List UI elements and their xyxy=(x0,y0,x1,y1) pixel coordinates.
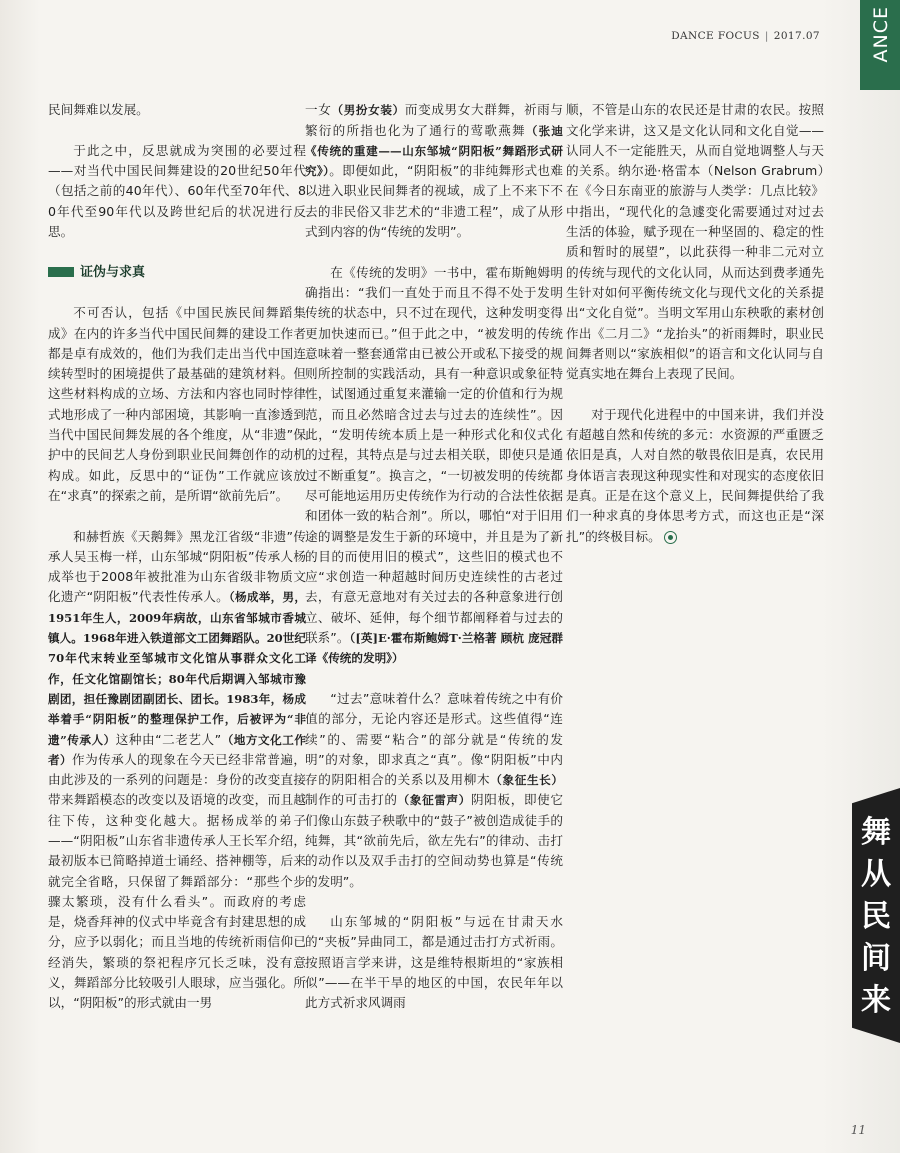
column-banner-title: 舞从民间来 xyxy=(861,815,891,1018)
paragraph: 山东邹城的“阴阳板”与远在甘肃天水的“夹板”异曲同工，都是通过击打方式祈雨。按照语言学来讲，这是维特根斯坦的“家族相似”——在半干旱的地区的中国，农民年年以此方式祈求风调雨 xyxy=(305,914,563,1011)
paragraph-text: 。即便如此，“阴阳板”的非纯舞形式也难以进入职业民间舞者的视域，成了上不来下不去的非民俗又非艺术的“非遗工程”，成了从形式到内容的伪“传统的发明”。 xyxy=(305,163,563,240)
text-column-3 xyxy=(566,80,824,567)
paragraph-text: “过去”意味着什么？意味着传统之中有价值的部分，无论内容还是形式。这些值得“连续”的、需要“粘合”的部分就是“传统的发明”的对象，即求真之“真”。像“阴阳板”中内存的阴阳相合的关系以及用柳木 xyxy=(305,690,563,788)
section-side-tab-label: ANCE xyxy=(870,6,892,63)
paragraph-text: 和赫哲族《天鹅舞》黑龙江省级“非遗”传承人吴玉梅一样，山东邹城“阴阳板”传承人杨成举也于2008年被批准为山东省级非物质文化遗产“阴阳板”代表性传承人。 xyxy=(48,528,306,605)
paragraph: 顺，不管是山东的农民还是甘肃的农民。按照文化学来讲，这又是文化认同和文化自觉——认同人不一定能胜天，从而自觉地调整人与天的关系。纳尔逊·格雷本（Nelson Grabrum）在《今日东南亚的旅游与人类学：几点比较》中指出，“现代化的急遽变化需要通过对过去生活的体验，赋予现在一种坚固的、稳定的性质和暂时的展望”，以此获得一种非二元对立的传统与现代的文化认同，从而达到费孝通先生针对如何平衡传统文化与现代文化的关系提出“文化自觉”。当明文军用山东秧歌的素材创作出《二月二》“龙抬头”的祈雨舞时，职业民间舞者则以“家族相似”的语言和文化认同与自觉真实地在舞台上表现了民间。 xyxy=(566,102,824,382)
magazine-name: DANCE FOCUS xyxy=(671,30,760,42)
paragraph-text: 这种由“二老艺人” xyxy=(115,731,222,747)
parenthetical-note: （地方文化工作者） xyxy=(48,732,306,767)
paragraph-text: 制作的可击打的 xyxy=(305,792,398,808)
page-number: 11 xyxy=(850,1123,866,1137)
section-heading xyxy=(48,263,306,283)
parenthetical-note: （象征生长） xyxy=(490,773,563,788)
article-end-icon xyxy=(664,531,677,544)
section-marker-icon xyxy=(48,267,74,277)
paragraph-text: 对于现代化进程中的中国来讲，我们并没有超越自然和传统的多元：水资源的严重匮乏依旧是真，人对自然的敬畏依旧是真，农民用身体语言表现这种现实性和对现实的态度依旧是真。正是在这个意义上，民间舞提供给了我们一种求真的身体思考方式，而这也正是“深扎”的终极目标。 xyxy=(566,406,824,544)
paragraph-text: 阴阳板，即使它们像山东鼓子秧歌中的“鼓子”被创造成徒手的纯舞，其“欲前先后，欲左先右”的律动、击打的动作以及双手击打的空间动势也算是“传统的发明”。 xyxy=(305,792,563,889)
citation-note: （[英]E·霍布斯鲍姆T·兰格著 顾杭 庞冠群译《传统的发明》） xyxy=(305,631,563,666)
text-column-1 xyxy=(48,80,306,1034)
header-separator: | xyxy=(764,30,769,42)
issue-date: 2017.07 xyxy=(773,30,820,42)
paragraph-text: 在《传统的发明》一书中，霍布斯鲍姆明确指出：“我们一直处于而且不得不处于发明传统的状态中，只不过在现代，这种发明变得更加快速而已。”但于此之中，“被发明的传统意味着一整套通常由已被公开或私下接受的规则所控制的实践活动，具有一种意识或象征特性，试图通过重复来灌输一定的价值和行为规范，而且必然暗含过去与过去的连续性”。因此，“发明传统本质上是一种形式化和仪式化的过程，其特点是与过去相关联，即使只是通过不断重复”。换言之，“一切被发明的传统都尽可能地运用历史传统作为行动的合法性依据和团体一致的粘合剂”。所以，哪怕“对于旧用途的调整是发生于新的环境中，并且是为了新的目的而使用旧的模式”，这些旧的模式也不应“求创造一种超越时间历史连续性的古老过去，有意无意地对有关过去的各种意象进行创立、破坏、延伸，每个细节都阐释着与过去的联系”。 xyxy=(305,264,563,646)
paragraph-text: 而变成男女大群舞，祈雨与繁衍的所指也化为了通行的莺歌燕舞 xyxy=(305,102,563,138)
parenthetical-note: （杨成举，男，1951年生人，2009年病故，山东省邹城市香城镇人。1968年进入铁道部文工团舞蹈队。20世纪70年代末转业至邹城市文化馆从事群众文化工作，任文化馆副馆长；80年代后期调入邹城市豫剧团，担任豫剧团副团长、团长。1983年，杨成举着手“阴阳板”的整理保护工作，后被评为“非遗”传承人） xyxy=(48,590,306,747)
parenthetical-note: （象征雷声） xyxy=(397,793,472,808)
running-header xyxy=(600,30,820,42)
paragraph xyxy=(305,100,563,242)
citation-note: （张迪《传统的重建——山东邹城“阴阳板”舞蹈形式研究》） xyxy=(305,123,563,179)
paragraph xyxy=(566,405,824,547)
section-heading-text: 证伪与求真 xyxy=(80,264,146,280)
paragraph: 不可否认，包括《中国民族民间舞蹈集成》在内的许多当代中国民间舞的建设工作者都是卓有成效的，他们为我们走出当代中国连续转型时的困境提供了最基础的建筑材料。但这些材料构成的立场、方法和内容也同时悖律式地形成了一种内部困境，其影响一直渗透到当代中国民间舞发展的各个维度，从“非遗”保护中的民间艺人身份到职业民间舞创作的动机构成。如此，反思中的“证伪”工作就应该放在“求真”的探索之前，是所谓“欲前先后”。 xyxy=(48,305,306,503)
paragraph: 民间舞难以发展。 xyxy=(48,102,149,118)
parenthetical-note: （男扮女装） xyxy=(331,103,405,118)
paragraph xyxy=(305,689,563,892)
text-column-2 xyxy=(305,80,563,1034)
paragraph-text: 作为传承人的现象在今天已经非常普遍，由此涉及的一系列的问题是：身份的改变直接带来舞蹈模态的改变以及语境的改变，而且越往下传，这种变化越大。据杨成举的弟子——“阴阳板”山东省非遗传承人王长军介绍，最初版本已简略掉道士诵经、搭神棚等，后来就完全省略，只保留了舞蹈部分：“那些个步骤太繁琐，没有什么看头”。而政府的考虑是，烧香拜神的仪式中毕竟含有封建思想的成分，应予以弱化；而且当地的传统祈雨信仰已经消失，繁琐的祭祀程序冗长乏味，没有意义，舞蹈部分比较吸引人眼球，应当强化。所以，“阴阳板”的形式就由一男 xyxy=(48,751,306,1011)
paragraph xyxy=(305,263,563,669)
paragraph-text: 一女 xyxy=(305,102,332,118)
paragraph xyxy=(48,527,306,1014)
paragraph: 于此之中，反思就成为突围的必要过程——对当代中国民间舞建设的20世纪50年代（包括之前的40年代）、60年代至70年代、80年代至90年代以及跨世纪后的状况进行反思。 xyxy=(48,142,306,240)
